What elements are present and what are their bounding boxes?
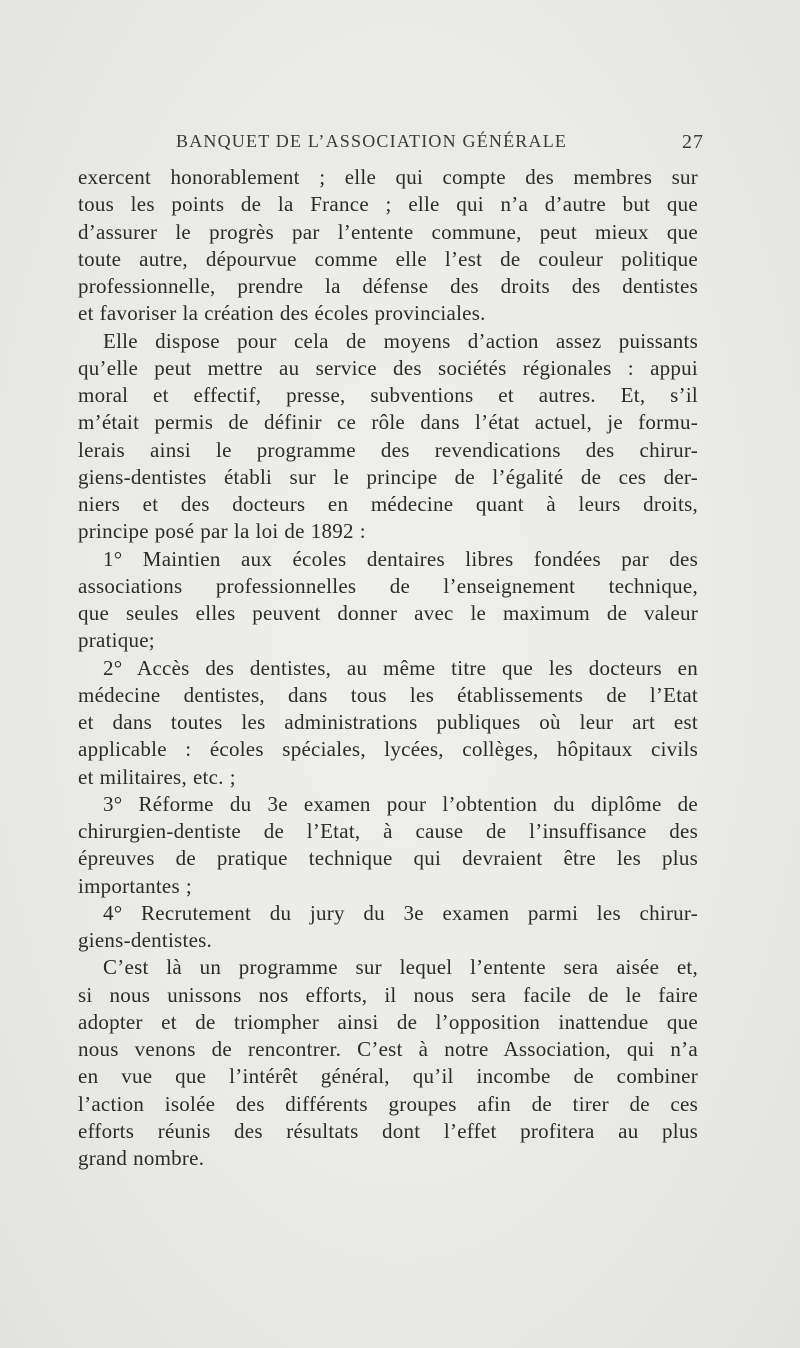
text-line: si nous unissons nos efforts, il nous sera facile de le faire (78, 982, 698, 1007)
text-line: giens-dentistes établi sur le principe de l’égalité de ces der- (78, 464, 698, 489)
text-line: épreuves de pratique technique qui devraient être les plus (78, 846, 698, 871)
text-line: lerais ainsi le programme des revendications des chirur- (78, 437, 698, 462)
text-line: qu’elle peut mettre au service des sociétés régionales : appui (78, 355, 698, 380)
paragraph (78, 655, 698, 791)
text-line: 4° Recrutement du jury du 3e examen parmi les chirur- (103, 900, 698, 925)
running-head-title: BANQUET DE L’ASSOCIATION GÉNÉRALE (176, 131, 568, 151)
text-line: 3° Réforme du 3e examen pour l’obtention du diplôme de (103, 791, 698, 816)
paragraph (78, 328, 698, 546)
text-line: toute autre, dépourvue comme elle l’est de couleur politique (78, 246, 698, 271)
text-line: principe posé par la loi de 1892 : (78, 519, 366, 544)
paragraph (78, 954, 698, 1172)
paragraph (78, 900, 698, 955)
paragraph (78, 546, 698, 655)
text-line: adopter et de triompher ainsi de l’opposition inattendue que (78, 1009, 698, 1034)
text-line: médecine dentistes, dans tous les établissements de l’Etat (78, 682, 698, 707)
text-line: pratique; (78, 628, 155, 653)
text-line: et favoriser la création des écoles provinciales. (78, 301, 486, 326)
text-line: importantes ; (78, 873, 192, 898)
running-head (176, 131, 704, 155)
text-line: nous venons de rencontrer. C’est à notre Association, qui n’a (78, 1037, 698, 1061)
paragraph (78, 164, 698, 328)
paragraph (78, 791, 698, 900)
text-line: tous les points de la France ; elle qui n’a d’autre but que (78, 192, 698, 217)
text-line: niers et des docteurs en médecine quant à leurs droits, (78, 492, 698, 516)
text-line: applicable : écoles spéciales, lycées, collèges, hôpitaux civils (78, 737, 698, 762)
text-line: que seules elles peuvent donner avec le maximum de valeur (78, 601, 698, 625)
text-line: professionnelle, prendre la défense des droits des dentistes (78, 274, 698, 298)
text-line: chirurgien-dentiste de l’Etat, à cause de l’insuffisance des (78, 819, 698, 843)
text-line: associations professionnelles de l’enseignement technique, (78, 573, 698, 598)
text-line: et dans toutes les administrations publiques où leur art est (78, 710, 698, 734)
body-text (78, 164, 698, 1172)
text-line: 1° Maintien aux écoles dentaires libres fondées par des (103, 546, 698, 571)
text-line: giens-dentistes. (78, 928, 213, 952)
text-line: grand nombre. (78, 1146, 205, 1170)
text-line: 2° Accès des dentistes, au même titre que les docteurs en (103, 655, 698, 680)
text-line: m’était permis de définir ce rôle dans l’état actuel, je formu- (78, 410, 698, 435)
text-line: exercent honorablement ; elle qui compte des membres sur (78, 165, 698, 189)
text-line: Elle dispose pour cela de moyens d’action assez puissants (103, 328, 698, 353)
text-line: d’assurer le progrès par l’entente commune, peut mieux que (78, 219, 698, 244)
text-line: en vue que l’intérêt général, qu’il incombe de combiner (78, 1064, 698, 1089)
page-number: 27 (682, 131, 704, 153)
text-line: moral et effectif, presse, subventions et autres. Et, s’il (78, 383, 698, 407)
text-line: efforts réunis des résultats dont l’effet profitera au plus (78, 1118, 698, 1143)
text-line: et militaires, etc. ; (78, 764, 236, 789)
text-line: l’action isolée des différents groupes afin de tirer de ces (78, 1091, 698, 1116)
text-line: C’est là un programme sur lequel l’entente sera aisée et, (103, 955, 698, 980)
